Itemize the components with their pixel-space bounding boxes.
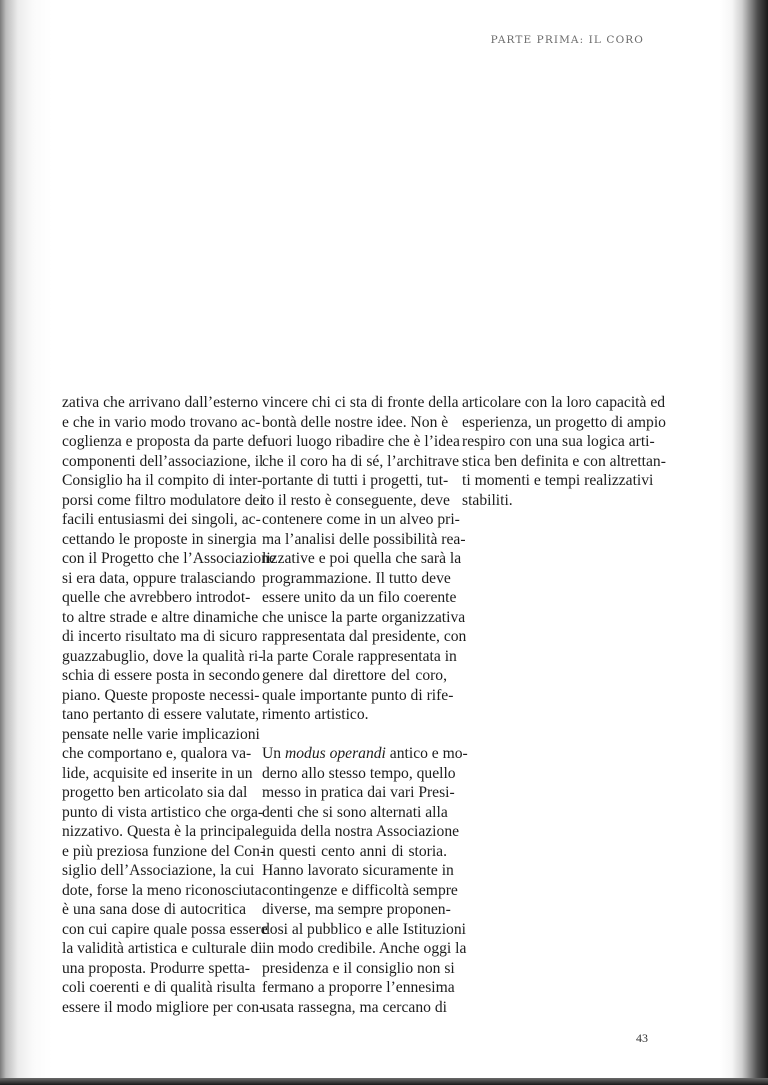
text-line: programmazione. Il tutto deve: [262, 569, 451, 587]
text-line: è una sana dose di autocritica: [62, 901, 246, 918]
text-line: in questi cento anni di storia.: [262, 842, 447, 860]
text-line: esperienza, un progetto di ampio: [462, 413, 666, 431]
text-line: essere il modo migliore per con-: [62, 998, 265, 1016]
text-line: [262, 744, 468, 764]
text-line: essere unito da un filo coerente: [262, 589, 457, 606]
text-fragment: antico e mo-: [385, 745, 468, 762]
text-line: e più preziosa funzione del Con-: [62, 842, 266, 860]
text-line: la validità artistica e culturale di: [62, 940, 263, 957]
text-line: si era data, oppure tralasciando: [62, 569, 256, 587]
text-line: Consiglio ha il compito di inter-: [62, 472, 263, 489]
text-line: presidenza e il consiglio non si: [262, 959, 455, 977]
text-line: messo in pratica dai vari Presi-: [262, 784, 455, 801]
text-line: punto di vista artistico che orga-: [62, 803, 264, 821]
text-line: diverse, ma sempre proponen-: [262, 901, 451, 918]
text-line: genere dal direttore del coro,: [262, 667, 447, 684]
text-line: tano pertanto di essere valutate,: [62, 706, 260, 723]
text-line: bontà delle nostre idee. Non è: [262, 413, 449, 431]
text-line: vincere chi ci sta di fronte della: [262, 394, 459, 411]
text-line: respiro con una sua logica arti-: [462, 433, 655, 450]
text-line: derno allo stesso tempo, quello: [262, 764, 456, 782]
text-line: facili entusiasmi dei singoli, ac-: [62, 511, 261, 528]
text-column-2: [262, 393, 468, 1017]
text-line: cettando le proposte in sinergia: [62, 530, 257, 548]
text-line: e che in vario modo trovano ac-: [62, 413, 261, 431]
page-number: 43: [636, 1031, 648, 1045]
text-line: porsi come filtro modulatore dei: [62, 491, 264, 509]
text-line: una proposta. Produrre spetta-: [62, 959, 250, 977]
text-line: coli coerenti e di qualità risulta: [62, 979, 256, 996]
italic-phrase: modus operandi: [284, 745, 386, 762]
column-2-paragraph-2: [262, 744, 468, 1017]
text-line: zativa che arrivano dall’esterno: [62, 394, 259, 411]
text-line: coglienza e proposta da parte dei: [62, 433, 267, 450]
text-line: rimento artistico.: [262, 706, 369, 723]
text-fragment: Un: [262, 745, 285, 762]
text-line: lizzative e poi quella che sarà la: [262, 550, 462, 567]
text-line: stabiliti.: [462, 491, 513, 509]
text-line: in modo credibile. Anche oggi la: [262, 940, 467, 957]
page-bottom-edge: [0, 1078, 768, 1085]
text-line: contenere come in un alveo pri-: [262, 511, 460, 528]
text-line: pensate nelle varie implicazioni: [62, 725, 260, 743]
text-line: schia di essere posta in secondo: [62, 667, 260, 684]
text-line: quale importante punto di rife-: [262, 686, 454, 704]
paragraph-gap: [262, 725, 447, 745]
text-line: guida della nostra Associazione: [262, 823, 460, 840]
text-line: fermano a proporre l’ennesima: [262, 979, 455, 996]
text-line: componenti dell’associazione, il: [62, 452, 264, 470]
text-line: to altre strade e altre dinamiche: [62, 608, 259, 626]
text-column-1: [62, 393, 276, 1017]
text-line: to il resto è conseguente, deve: [262, 491, 450, 509]
text-line: che il coro ha di sé, l’architrave: [262, 452, 459, 470]
text-line: con cui capire quale possa essere: [62, 920, 268, 938]
text-line: ma l’analisi delle possibilità rea-: [262, 530, 466, 548]
text-line: contingenze e difficoltà sempre: [262, 881, 458, 899]
text-line: fuori luogo ribadire che è l’idea: [262, 433, 460, 450]
text-column-3: [462, 393, 666, 510]
text-line: ti momenti e tempi realizzativi: [462, 472, 654, 489]
text-line: dosi al pubblico e alle Istituzioni: [262, 920, 466, 938]
text-line: progetto ben articolato sia dal: [62, 784, 248, 801]
text-line: portante di tutti i progetti, tut-: [262, 472, 449, 489]
column-2-paragraph-1: [262, 393, 467, 725]
text-line: che unisce la parte organizzativa: [262, 608, 466, 626]
text-line: con il Progetto che l’Associazione: [62, 550, 276, 567]
text-line: che comportano e, qualora va-: [62, 745, 252, 762]
text-line: denti che si sono alternati alla: [262, 803, 448, 821]
text-line: lide, acquisite ed inserite in un: [62, 764, 253, 782]
text-line: di incerto risultato ma di sicuro: [62, 628, 258, 645]
running-head: PARTE PRIMA: IL CORO: [490, 34, 644, 46]
text-line: Hanno lavorato sicuramente in: [262, 862, 454, 879]
text-line: rappresentata dal presidente, con: [262, 628, 467, 645]
text-line: dote, forse la meno riconosciuta: [62, 881, 262, 899]
text-line: usata rassegna, ma cercano di: [262, 998, 447, 1016]
text-line: siglio dell’Associazione, la cui: [62, 862, 255, 879]
text-line: piano. Queste proposte necessi-: [62, 686, 260, 704]
text-line: la parte Corale rappresentata in: [262, 647, 457, 665]
text-line: nizzativo. Questa è la principale: [62, 823, 263, 840]
text-line: guazzabuglio, dove la qualità ri-: [62, 647, 264, 665]
text-line: articolare con la loro capacità ed: [462, 394, 666, 411]
text-line: stica ben definita e con altrettan-: [462, 452, 666, 470]
text-line: quelle che avrebbero introdot-: [62, 589, 251, 606]
